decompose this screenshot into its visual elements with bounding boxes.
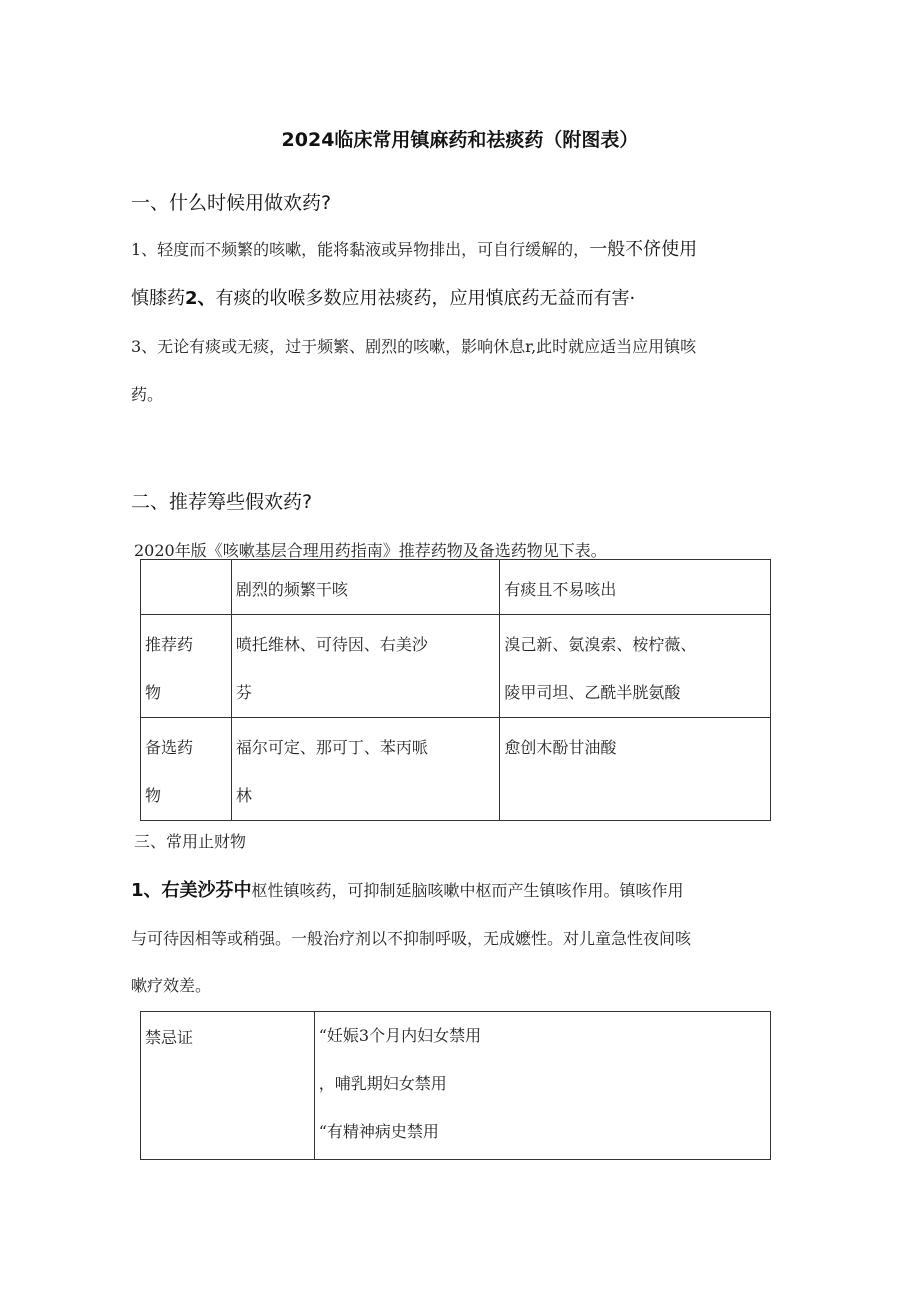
table-cell: 福尔可定、那可丁、苯丙哌 林 xyxy=(231,718,500,821)
table-row-alternative xyxy=(141,718,771,821)
table-row-recommended xyxy=(141,615,771,718)
section-1-para-3-line-2: 药。 xyxy=(131,385,164,404)
table-cell: 喷托维林、可待因、右美沙 芬 xyxy=(231,615,500,718)
section-2-intro: 2020年版《咳嗽基层合理用药指南》推荐药物及备选药物见下表。 xyxy=(134,541,607,560)
section-1-para-1-line-2 xyxy=(131,284,635,310)
contraindication-item: ，哺乳期妇女禁用 xyxy=(318,1074,447,1093)
contraindications-table xyxy=(140,1011,771,1160)
section-3-item-1-line-2: 与可待因相等或稍强。一般治疗剂以不抑制呼吸，无成嬷性。对儿童急性夜间咳 xyxy=(131,929,692,948)
table-cell: 愈创木酚甘油酸 xyxy=(500,718,771,821)
para-1-text-b: 一般不侪使用 xyxy=(589,239,698,260)
section-3-item-1-line-1 xyxy=(131,876,684,902)
section-3-item-1-line-3: 嗽疗效差。 xyxy=(131,976,212,995)
section-2-heading: 二、推荐筹些假欢药? xyxy=(131,491,313,513)
item-1-lead: 1、右美沙芬中 xyxy=(131,880,252,901)
recommended-drugs-table xyxy=(140,559,771,821)
item-1-text: 枢性镇咳药，可抑制延脑咳嗽中枢而产生镇咳作用。镇咳作用 xyxy=(251,881,684,900)
table-header-cell-phlegm: 有痰且不易咳出 xyxy=(500,560,771,615)
para-1-text-a: 1、轻度而不频繁的咳嗽，能将黏液或异物排出，可自行缓解的， xyxy=(131,240,590,259)
contraindications-row xyxy=(141,1012,771,1160)
contraindication-item: “有精神病史禁用 xyxy=(318,1122,439,1141)
contraindication-item: “妊娠3个月内妇女禁用 xyxy=(318,1026,482,1045)
contraindications-list xyxy=(314,1012,770,1160)
section-1-heading: 一、什么时候用做欢药? xyxy=(131,192,332,214)
para-2-number: 2、 xyxy=(185,288,216,309)
section-1-para-1-line-1 xyxy=(131,235,697,261)
table-header-row xyxy=(141,560,771,615)
table-header-cell-dry-cough: 剧烈的频繁干咳 xyxy=(231,560,500,615)
table-header-cell-empty xyxy=(141,560,232,615)
para-2-text: 有痰的收喉多数应用祛痰药，应用慎底药无益而有害· xyxy=(215,288,636,309)
section-1-para-3-line-1: 3、无论有痰或无痰，过于频繁、剧烈的咳嗽，影响休息r,此时就应适当应用镇咳 xyxy=(131,337,697,356)
para-1-text-c: 慎膝药 xyxy=(131,288,185,309)
document-title: 2024临床常用镇麻药和祛痰药（附图表） xyxy=(281,129,639,151)
section-3-heading: 三、常用止财物 xyxy=(134,832,247,851)
contraindications-label: 禁忌证 xyxy=(141,1012,315,1160)
table-row-label: 推荐药 物 xyxy=(141,615,232,718)
table-cell: 溴己新、氨溴索、桉柠薇、 陵甲司坦、乙酰半胱氨酸 xyxy=(500,615,771,718)
table-row-label: 备选药 物 xyxy=(141,718,232,821)
